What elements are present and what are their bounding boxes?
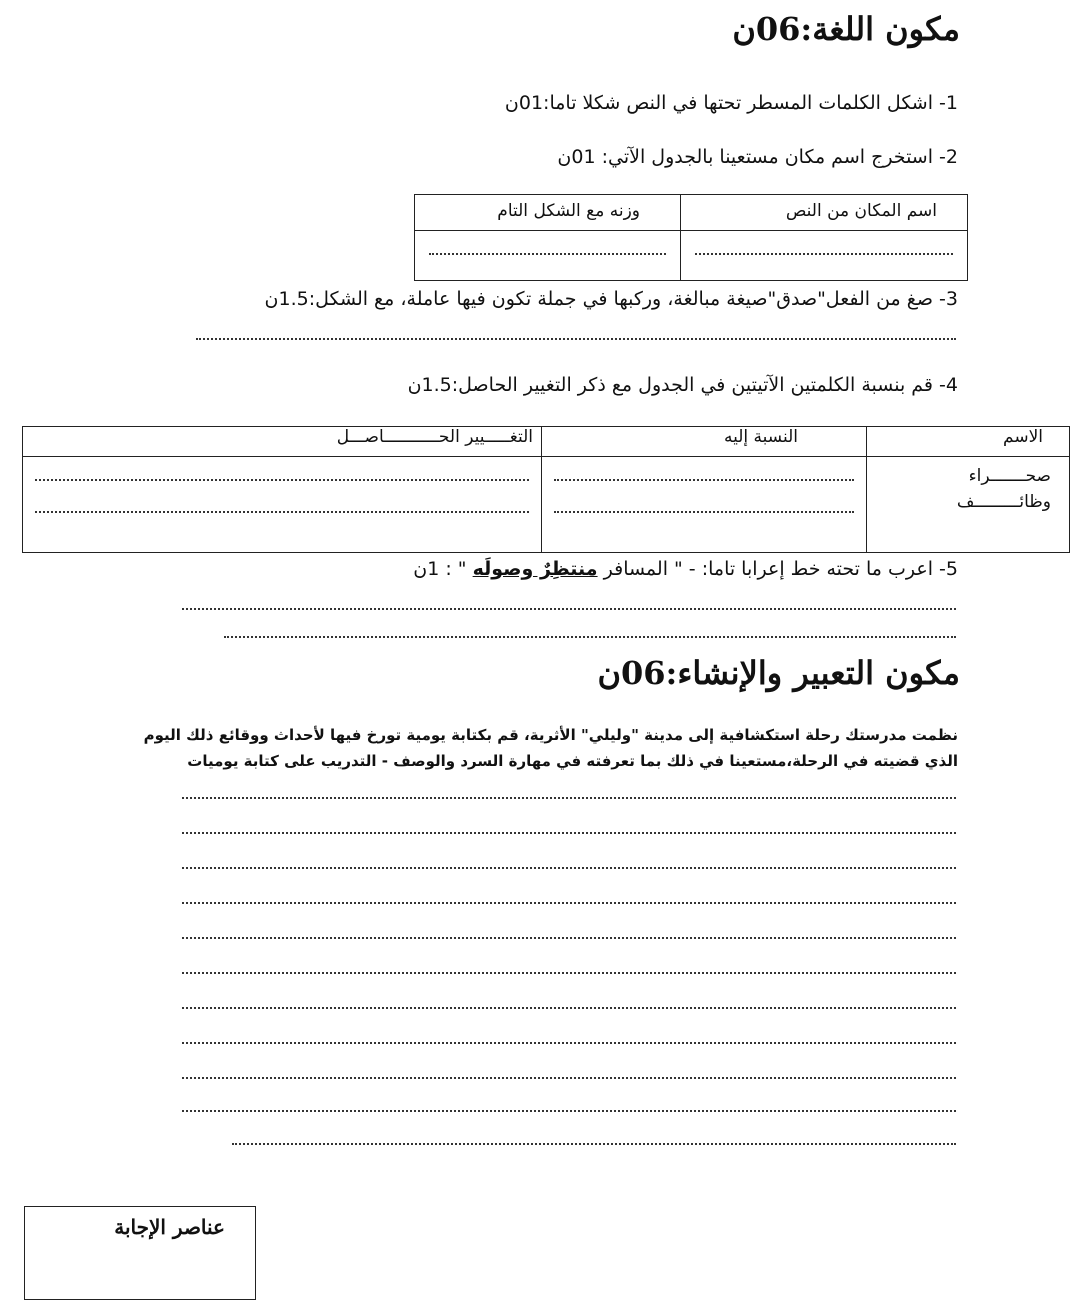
question-4: 4- قم بنسبة الكلمتين الآتيتين في الجدول مع ذكر التغيير الحاصل:1.5ن	[407, 374, 958, 396]
writing-line[interactable]	[182, 832, 956, 834]
question-5-underlined: منتظِرٌ وصولَه	[472, 558, 598, 580]
writing-line[interactable]	[182, 1077, 956, 1079]
table2-nisba-answers[interactable]	[542, 457, 867, 553]
question-5	[413, 558, 958, 580]
table1-answer-place[interactable]	[681, 231, 968, 281]
table2-header-change	[23, 427, 542, 457]
writing-line[interactable]	[182, 972, 956, 974]
expression-prompt-line-2: الذي قضيته في الرحلة،مستعينا في ذلك بما تعرفته في مهارة السرد والوصف - التدريب على كتابة يوميات	[187, 752, 958, 770]
table2-header-nisba-label: النسبة إليه	[724, 427, 798, 447]
place-name-table	[414, 194, 968, 281]
table1-header-place-label: اسم المكان من النص	[785, 201, 937, 221]
table1-header-pattern-label: وزنه مع الشكل التام	[497, 201, 640, 221]
q3-answer-line[interactable]	[196, 338, 956, 340]
table2-header-noun-label: الاسم	[1003, 427, 1043, 447]
table2-nouns-cell	[867, 457, 1070, 553]
answer-elements-box	[24, 1206, 256, 1300]
table1-header-pattern	[415, 195, 681, 231]
table2-header-noun	[867, 427, 1070, 457]
writing-line[interactable]	[182, 1042, 956, 1044]
language-section-title: مكون اللغة:06ن	[732, 10, 960, 48]
table2-header-change-label: التغـــــيير الحـــــــــــاصـــل	[336, 427, 533, 447]
table1-answer-pattern[interactable]	[415, 231, 681, 281]
writing-line[interactable]	[182, 1007, 956, 1009]
q5-answer-line-1[interactable]	[182, 608, 956, 610]
writing-line[interactable]	[182, 1110, 956, 1112]
table1-header-place	[681, 195, 968, 231]
writing-line[interactable]	[182, 867, 956, 869]
writing-line[interactable]	[182, 937, 956, 939]
question-5-suffix: " : 1ن	[413, 558, 467, 580]
writing-line[interactable]	[182, 902, 956, 904]
question-5-prefix: 5- اعرب ما تحته خط إعرابا تاما: - " المسافر	[603, 558, 958, 580]
writing-line[interactable]	[232, 1143, 956, 1145]
table2-header-nisba	[542, 427, 867, 457]
question-3: 3- صغ من الفعل"صدق"صيغة مبالغة، وركبها في جملة تكون فيها عاملة، مع الشكل:1.5ن	[264, 288, 958, 310]
answer-elements-title: عناصر الإجابة	[114, 1215, 225, 1239]
q5-answer-line-2[interactable]	[224, 636, 956, 638]
writing-line[interactable]	[182, 797, 956, 799]
table2-noun-2: وظائـــــــــف	[956, 492, 1051, 512]
table2-change-answers[interactable]	[23, 457, 542, 553]
expression-section-title: مكون التعبير والإنشاء:06ن	[597, 654, 960, 692]
question-1: 1- اشكل الكلمات المسطر تحتها في النص شكلا تاما:01ن	[504, 92, 958, 114]
table2-noun-1: صحـــــــراء	[968, 466, 1051, 486]
nisba-table	[22, 426, 1070, 553]
expression-prompt-line-1: نظمت مدرستك رحلة استكشافية إلى مدينة "وليلي" الأثرية، قم بكتابة يومية تورخ فيها لأحداث ووقائع ذلك اليوم	[143, 726, 958, 744]
question-2: 2- استخرج اسم مكان مستعينا بالجدول الآتي: 01ن	[557, 146, 958, 168]
